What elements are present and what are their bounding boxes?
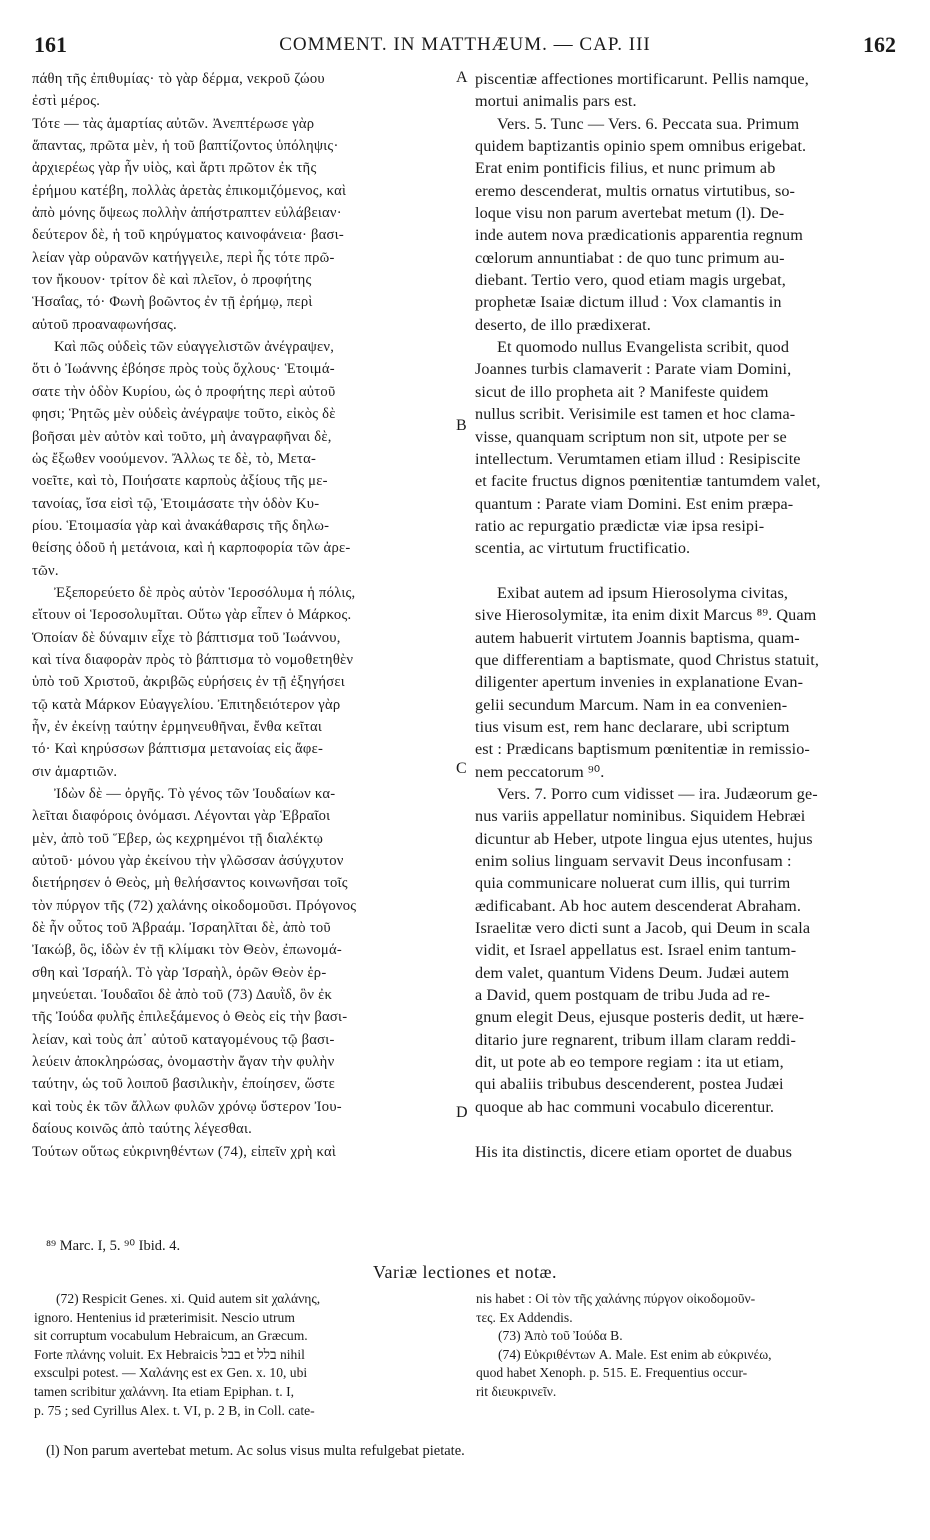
latin-text-line: diebant. Tertio vero, quod etiam magis urgebat, [475,271,786,290]
greek-text-line: λεύειν ἀποκληρώσας, ὀνομαστὴν ἄγαν τὴν φυλὴν [32,1054,335,1071]
latin-text-line: et facite fructus dignos pœnitentiæ tantumdem valet, [475,472,821,491]
running-title: COMMENT. IN MATTHÆUM. — CAP. III [279,34,651,55]
greek-text-line: αὐτοῦ· μόνου γὰρ ἐκείνου τὴν γλῶσσαν ἀσύγχυτον [32,853,344,870]
greek-text-line: δεύτερον δὲ, ἡ τοῦ κηρύγματος καινοφάνεια· βασι- [32,227,344,244]
note-line: (74) Εὐκριθέντων A. Male. Est enim ab εὐκρινέω, [498,1346,772,1362]
greek-text-line: Ἡσαΐας, τό· Φωνὴ βοῶντος ἐν τῇ ἐρήμῳ, περὶ [32,294,313,311]
note-line: τες. Ex Addendis. [476,1309,573,1325]
running-header [34,32,896,62]
page-number-left: 161 [34,32,67,57]
latin-footnote: (l) Non parum avertebat metum. Ac solus visus multa refulgebat pietate. [46,1443,465,1459]
latin-text-line: dit, ut pote ab eo tempore regiam : ita ut etiam, [475,1053,784,1072]
notes-right-column [476,1290,896,1402]
greek-text-line: ἐρήμου κατέβη, πολλὰς ἀρετὰς ἐπικομιζόμενος, καὶ [32,182,347,199]
note-line: rit διευκρινεῖν. [476,1383,557,1399]
greek-text-line: Ἐξεπορεύετο δὲ πρὸς αὐτὸν Ἱεροσόλυμα ἡ πόλις, [54,584,356,601]
latin-text-line: quia communicare noluerat cum illis, qui turrim [475,874,791,893]
scripture-footnotes: ⁸⁹ Marc. I, 5. ⁹⁰ Ibid. 4. [46,1238,181,1254]
latin-text-line: quidem baptizantis opinio spem omnibus erigebat. [475,137,807,156]
latin-text-line [475,560,895,582]
greek-text-line: ὡς ἔξωθεν νοούμενον. Ἄλλως τε δὲ, τὸ, Μετα- [32,450,317,467]
latin-text-line: enim solius linguam servavit Deus inconfusam : [475,852,792,871]
greek-text-line: Ἰδὼν δὲ — ὀργῆς. Τὸ γένος τῶν Ἰουδαίων κα- [54,786,336,802]
greek-text-line: φησι; Ῥητῶς μὲν οὐδεὶς ἀνέγραψε τοῦτο, εἰκὸς δὲ [32,406,336,423]
greek-text-line: ὅτι ὁ Ἰωάννης ἐβόησε πρὸς τοὺς ὄχλους· Ἑτοιμά- [32,361,335,378]
greek-text-line: αὐτοῦ προαναφωνήσας. [32,316,177,333]
note-line: (72) Respicit Genes. xi. Quid autem sit χαλάνης, [56,1291,321,1306]
latin-text-line: His ita distinctis, dicere etiam oportet de duabus [475,1142,792,1161]
greek-text-line: νοεῖτε, καὶ τὸ, Ποιήσατε καρποὺς ἀξίους τῆς με- [32,473,328,490]
latin-text-line: nullus scribit. Verisimile est tamen et hoc clama- [475,405,796,424]
greek-text-line: τῆς Ἰούδα φυλῆς ἐπιλεξάμενος ὁ Θεὸς εἰς τὴν βασι- [32,1009,348,1026]
latin-text-line: gelii secundum Marcum. Nam in ea convenien- [475,695,788,714]
note-line: p. 75 ; sed Cyrillus Alex. t. VI, p. 2 B, in Coll. cate- [34,1402,315,1418]
note-line: exsculpi potest. — Χαλάνης est ex Gen. x. 10, ubi [34,1365,308,1381]
latin-text-line: dem valet, quantum Videns Deum. Judæi autem [475,963,790,982]
greek-text-line: καὶ τοὺς ἐκ τῶν ἄλλων φυλῶν χρόνῳ ὕστερον Ἰου- [32,1098,342,1115]
latin-text-line: quoque ab hac communi vocabulo dicerentur. [475,1097,775,1116]
margin-letter-a: A [456,69,468,86]
greek-text-line: θείσης ὁδοῦ ἡ μετάνοια, καὶ ἡ καρποφορία τῶν ἀρε- [32,540,351,557]
greek-text-line: ταύτην, ὡς τοῦ λοιποῦ βασιλικὴν, ἐποίησεν, ὥστε [32,1076,336,1093]
latin-text-line: cœlorum annuntiabat : de quo tunc primum au- [475,248,785,267]
latin-text-line [475,1118,895,1140]
latin-text-line: Vers. 5. Tunc — Vers. 6. Peccata sua. Primum [497,114,800,133]
greek-text-line: τό· Καὶ κηρύσσων βάπτισμα μετανοίας εἰς ἄφε- [32,741,324,758]
note-line: tamen scribitur χαλάννη. Ita etiam Epiphan. t. I, [34,1383,295,1399]
latin-text-line: quantum : Parate viam Domini. Est enim præpa- [475,494,794,513]
latin-text-line: sive Hierosolymitæ, ita enim dixit Marcus ⁸⁹. Quam [475,606,817,625]
latin-text-line: Israelitæ vero dicti sunt a Jacob, qui Deum in scala [475,919,811,938]
greek-text-line: Ὁποίαν δὲ δύναμιν εἶχε τὸ βάπτισμα τοῦ Ἰωάννου, [32,629,341,646]
greek-text-line: σθη καὶ Ἰσραήλ. Τὸ γὰρ Ἰσραὴλ, ὁρῶν Θεὸν ἑρ- [32,964,327,981]
greek-text-line: δαίους κοινῶς ἀπὸ ταύτης λέγεσθαι. [32,1121,253,1138]
latin-text-line: tius visum est, rem hanc declarare, ubi scriptum [475,717,790,736]
latin-text-line: eremo descenderat, multis ornatus virtutibus, so- [475,181,796,200]
latin-text-column [475,68,895,1163]
latin-text-line: deserto, de illo prædixerat. [475,315,651,334]
greek-text-line: μηνεύεται. Ἰουδαῖοι δὲ ἀπὸ τοῦ (73) Δαυῒδ, ὃν ἐκ [32,987,333,1004]
latin-text-line: visse, quanquam scriptum non sit, utpote per se [475,427,787,446]
greek-text-line: ἀπὸ μόνης ὄψεως πολλὴν ἀπήστραπτεν εὐλάβειαν· [32,205,342,222]
greek-text-line: Τότε — τὰς ἁμαρτίας αὐτῶν. Ἀνεπτέρωσε γὰρ [32,115,315,132]
latin-text-line: a David, quem postquam de tribu Juda ad re- [475,986,771,1005]
note-line: (73) Ἀπὸ τοῦ Ἰούδα B. [498,1328,623,1344]
latin-text-line: Exibat autem ad ipsum Hierosolyma civitas, [497,583,789,602]
latin-text-line: inde autem nova prædicationis apparentia regnum [475,226,803,245]
greek-text-line: σιν ἁμαρτιῶν. [32,763,118,780]
greek-text-line: ἐστὶ μέρος. [32,93,101,110]
greek-text-line: τῷ κατὰ Μάρκον Εὐαγγελίου. Ἐπιτηδειότερον γὰρ [32,696,341,713]
latin-text-line: ditario jure regnarent, tribum illam claram reddi- [475,1030,796,1049]
greek-text-line: τὸν πύργον τῆς (72) χαλάνης οἰκοδομοῦσι. Πρόγονος [32,897,357,914]
greek-text-line: ὑπὸ τοῦ Χριστοῦ, ἀκριβῶς εὑρήσεις ἐν τῇ ἐξηγήσει [32,674,345,691]
note-line: nis habet : Οἱ τὸν τῆς χαλάνης πύργον οἰκοδομοῦν- [476,1291,756,1306]
latin-text-line: Vers. 7. Porro cum vidisset — ira. Judæorum ge- [497,785,818,803]
greek-text-column [32,68,458,1163]
greek-text-line: Καὶ πῶς οὐδεὶς τῶν εὐαγγελιστῶν ἀνέγραψεν, [54,339,335,356]
greek-text-line: Τούτων οὕτως εὐκρινηθέντων (74), εἰπεῖν χρὴ καὶ [32,1143,337,1160]
greek-text-line: λείαν, καὶ τοὺς ἀπ᾽ αὐτοῦ καταγομένους τῷ βασι- [32,1031,335,1048]
page-number-right: 162 [863,32,896,57]
latin-text-line: dicuntur ab Heber, utpote lingua ejus utentes, hujus [475,829,813,848]
latin-text-line: sicut de illo propheta ait ? Manifeste quidem [475,382,769,401]
greek-text-line: λεῖται διαφόροις ὀνόμασι. Λέγονται γὰρ Ἑβραῖοι [32,808,331,825]
margin-letter-c: C [456,760,467,777]
margin-letter-b: B [456,417,467,434]
greek-text-line: τῶν. [32,562,59,579]
latin-text-line: gnum elegit Deus, ejusque posteris dedit, ut hære- [475,1008,805,1027]
greek-text-line: ρίου. Ἑτοιμασία γὰρ καὶ ἀνακάθαρσις τῆς δηλω- [32,517,330,534]
greek-text-line: λείαν γὰρ οὐρανῶν κατήγγειλε, περὶ ἧς τότε πρῶ- [32,249,335,266]
latin-text-line: qui abaliis tribubus descenderent, postea Judæi [475,1075,784,1094]
note-line: quod habet Xenoph. p. 515. E. Frequentius occur- [476,1365,748,1381]
greek-text-line: δὲ ἦν οὗτος τοῦ Ἀβραάμ. Ἰσραηλῖται δὲ, ἀπὸ τοῦ [32,920,331,937]
greek-text-line: τανοίας, ἴσα εἰσὶ τῷ, Ἑτοιμάσατε τὴν ὁδὸν Κυ- [32,495,320,512]
latin-text-line: intellectum. Verumtamen etiam illud : Resipiscite [475,449,801,468]
latin-text-line: mortui animalis pars est. [475,92,637,111]
greek-text-line: σατε τὴν ὁδὸν Κυρίου, ὡς ὁ προφήτης περὶ αὐτοῦ [32,383,336,400]
greek-text-line: ἅπαντας, πρῶτα μὲν, ἡ τοῦ βαπτίζοντος ὑπόληψις· [32,138,339,155]
greek-text-line: διετήρησεν ὁ Θεὸς, μὴ θελήσαντος κοινωνῆσαι τοῖς [32,875,348,892]
latin-text-line: ædificabant. Ab hoc autem descenderat Abraham. [475,896,801,915]
greek-text-line: μὲν, ἀπὸ τοῦ Ἕβερ, ὡς κεχρημένοι τῇ διαλέκτῳ [32,830,324,847]
greek-text-line: ἦν, ἐν ἐκείνῃ ταύτην ἑρμηνευθῆναι, ἔνθα κεῖται [32,718,323,735]
latin-text-line: que differentiam a baptismate, quod Christus statuit, [475,650,819,669]
note-line: sit corruptum vocabulum Hebraicum, an Græcum. [34,1328,308,1344]
latin-text-line: ratio ac repurgatio prædictæ viæ ipsa resipi- [475,516,765,535]
greek-text-line: καὶ τίνα διαφορὰν πρὸς τὸ βάπτισμα τὸ νομοθετηθὲν [32,651,354,668]
latin-text-line: autem habuerit virtutem Joannis baptisma, quam- [475,628,800,647]
latin-text-line: loque visu non parum avertebat metum (l). De- [475,204,785,223]
greek-text-line: πάθη τῆς ἐπιθυμίας· τὸ γὰρ δέρμα, νεκροῦ ζώου [32,71,325,87]
latin-text-line: vidit, et Israel appellatus est. Israel enim tantum- [475,941,797,960]
greek-text-line: Ἰακώβ, ὃς, ἰδὼν ἐν τῇ κλίμακι τὸν Θεὸν, ἐπωνομά- [32,942,342,959]
greek-text-line: βοῆσαι μὲν αὐτὸν καὶ τοῦτο, μὴ ἀναγραφῆναι δὲ, [32,428,332,445]
margin-letter-d: D [456,1104,468,1121]
latin-text-line: Erat enim pontificis filius, et nunc primum ab [475,159,776,178]
latin-text-line: est : Prædicans baptismum pœnitentiæ in remissio- [475,740,810,759]
variae-lectiones-title: Variæ lectiones et notæ. [373,1262,557,1282]
latin-text-line: scentia, ac virtutum fructificatio. [475,539,691,558]
latin-text-line: nus variis appellatur nominibus. Siquidem Hebræi [475,807,806,826]
latin-text-line: Joannes turbis clamaverit : Parate viam Domini, [475,360,792,379]
note-line: ignoro. Hentenius id præterimisit. Nescio utrum [34,1309,295,1325]
greek-text-line: εἴτουν οἱ Ἱεροσολυμῖται. Οὕτω γὰρ εἶπεν ὁ Μάρκος. [32,607,352,624]
latin-text-line: nem peccatorum ⁹⁰. [475,762,605,781]
latin-text-line: diligenter apertum invenies in explanatione Evan- [475,673,804,692]
note-line: Forte πλάνης voluit. Ex Hebraicis בבל et בלל nihil [34,1346,305,1362]
latin-text-line: Et quomodo nullus Evangelista scribit, quod [497,338,790,357]
latin-text-line: prophetæ Isaiæ dictum illud : Vox clamantis in [475,293,782,312]
latin-text-line: piscentiæ affectiones mortificarunt. Pellis namque, [475,70,809,88]
greek-text-line: ἀρχιερέως γὰρ ἦν υἱὸς, καὶ ἄρτι πρῶτον ἐκ τῆς [32,160,317,177]
notes-left-column [34,1290,458,1420]
greek-text-line: τον ἤκουον· τρίτον δὲ καὶ πλεῖον, ὁ προφήτης [32,272,312,289]
